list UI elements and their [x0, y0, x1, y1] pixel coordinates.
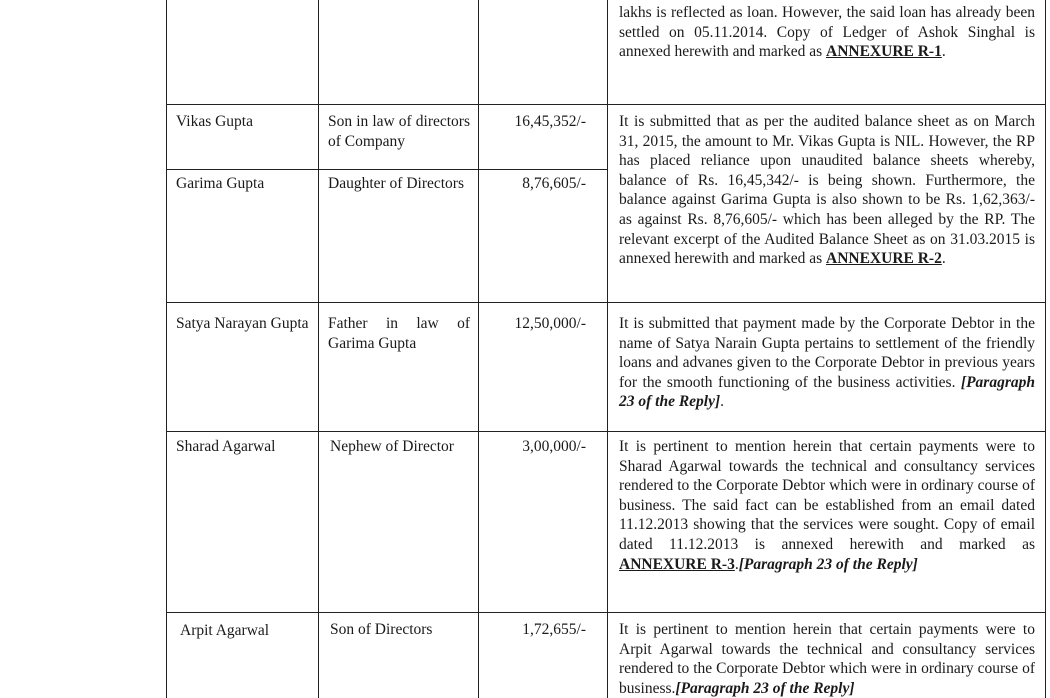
paragraph-reference: [Paragraph 23 of the Reply] [738, 555, 918, 573]
paragraph-reference: [Paragraph 23 of the Reply] [675, 679, 855, 697]
row-divider-3 [166, 431, 1046, 432]
relation-cell-arpit: Son of Directors [330, 621, 433, 638]
reply-text: It is pertinent to mention herein that certain payments were to Arpit Agarwal towards the technical and consultancy services rendered to the Corporate Debtor which were in ordinary course of business. [619, 621, 1035, 697]
relation-cell-sharad: Nephew of Director [330, 438, 454, 455]
paragraph-reference: [Paragraph 23 of the Reply] [619, 373, 1035, 411]
name-cell-satya: Satya Narayan Gupta [176, 315, 309, 332]
reply-cell-ashok [619, 3, 1035, 62]
amount-cell-garima: 8,76,605/- [522, 175, 586, 192]
reply-cell-vikas-garima [619, 112, 1035, 269]
name-cell-arpit: Arpit Agarwal [180, 622, 270, 639]
amount-cell-arpit: 1,72,655/- [522, 621, 586, 638]
relation-cell-satya: Father in law of Garima Gupta [328, 315, 470, 352]
reply-text-end: . [941, 250, 946, 268]
row-divider-4 [166, 612, 1046, 613]
reply-text-end: . [941, 43, 946, 61]
reply-cell-satya [619, 314, 1035, 412]
amount-cell-sharad: 3,00,000/- [522, 438, 586, 455]
annexure-r2-label: ANNEXURE R-2 [826, 250, 942, 268]
reply-text: It is submitted that payment made by the Corporate Debtor in the name of Satya Narain Gupta pertains to settlement of the friendly loans and advanes given to the Corporate Debtor in previous years for the smooth functioning of the business activities. [619, 315, 1035, 391]
amount-cell-vikas: 16,45,352/- [514, 113, 586, 130]
annexure-r3-label: ANNEXURE R-3 [619, 555, 735, 573]
row-divider-1 [166, 104, 1046, 105]
row-divider-2 [166, 302, 1046, 303]
name-cell-vikas: Vikas Gupta [176, 113, 253, 130]
annexure-r1-label: ANNEXURE R-1 [826, 43, 942, 61]
reply-text-end: . [720, 393, 725, 411]
reply-text-mid: . [734, 555, 739, 573]
name-cell-garima: Garima Gupta [176, 175, 265, 192]
reply-text: lakhs is reflected as loan. However, the said loan has already been settled on 05.11.2014. Copy of Ledger of Ashok Singhal is annexed herewith and marked as [619, 4, 1035, 61]
reply-cell-arpit [619, 620, 1035, 698]
reply-text: It is submitted that as per the audited balance sheet as on March 31, 2015, the amount to Mr. Vikas Gupta is NIL. However, the RP has placed reliance upon unaudited balance sheets whereby, balance of Rs. 16,45,342/- is being shown. Furthermore, the balance against Garima Gupta is also shown to be Rs. 1,62,363/- as against Rs. 8,76,605/- which has been alleged by the RP. The relevant excerpt of the Audited Balance Sheet as on 31.03.2015 is annexed herewith and marked as [619, 113, 1035, 268]
reply-cell-sharad [619, 437, 1035, 574]
relation-cell-garima: Daughter of Directors [328, 175, 465, 192]
subrow-divider-vikas [166, 169, 607, 170]
relation-cell-vikas: Son in law of directors of Company [328, 113, 470, 150]
reply-text: It is pertinent to mention herein that certain payments were to Sharad Agarwal towards the technical and consultancy services rendered to the Corporate Debtor which were in ordinary course of business. The said fact can be established from an email dated 11.12.2013 showing that the services were sought. Copy of email dated 11.12.2013 is annexed herewith and marked as [619, 438, 1035, 553]
amount-cell-satya: 12,50,000/- [514, 315, 586, 332]
name-cell-sharad: Sharad Agarwal [176, 438, 276, 455]
